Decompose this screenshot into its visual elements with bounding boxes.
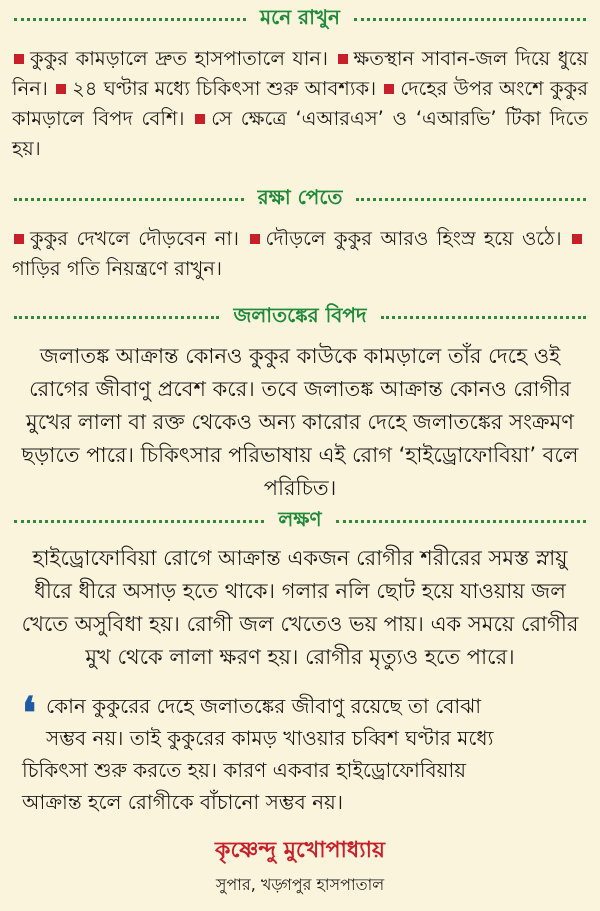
bullet-icon	[56, 84, 66, 94]
dotted-divider	[354, 18, 586, 21]
bullet-icon	[250, 234, 260, 244]
protection-list	[12, 224, 588, 284]
remember-item: দেহের উপর অংশে কুকুর কামড়ালে বিপদ বেশি।	[12, 77, 588, 130]
dotted-divider	[336, 520, 586, 523]
dotted-divider	[14, 316, 219, 319]
symptoms-paragraph: হাইড্রোফোবিয়া রোগে আক্রান্ত একজন রোগীর শরীরের সমস্ত স্নায়ু ধীরে ধীরে অসাড় হতে থাকে। গলার নলি ছোট হয়ে যাওয়ায় জল খেতে অসুবিধা হয়। রোগী জল খেতেও ভয় পায়। এক সময়ে রোগীর মুখ থেকে লালা ক্ষরণ হয়। রোগীর মৃত্যুও হতে পারে।	[21, 546, 579, 669]
bullet-icon	[572, 234, 582, 244]
dotted-divider	[381, 316, 586, 319]
remember-item: ক্ষতস্থান সাবান-জল দিয়ে ধুয়ে নিন।	[12, 47, 588, 100]
dotted-divider	[356, 198, 586, 201]
bullet-icon	[195, 114, 205, 124]
bullet-icon	[14, 234, 24, 244]
quote-line: কোন কুকুরের দেহে জলাতঙ্কের জীবাণু রয়েছে তা বোঝা	[46, 694, 482, 718]
heading-danger: জলাতঙ্কের বিপদ	[233, 302, 367, 327]
heading-symptoms: লক্ষণ	[278, 506, 322, 531]
bullet-icon	[384, 84, 394, 94]
danger-paragraph: জলাতঙ্ক আক্রান্ত কোনও কুকুর কাউকে কামড়ালে তাঁর দেহে ওই রোগের জীবাণু প্রবেশ করে। তবে জলাতঙ্ক আক্রান্ত কোনও রোগীর মুখের লালা বা রক্ত থেকেও অন্য কারোর দেহে জলাতঙ্কের সংক্রমণ ছড়াতে পারে। চিকিৎসার পরিভাষায় এই রোগ ‘হাইড্রোফোবিয়া’ বলে পরিচিত।	[21, 344, 579, 500]
section-heading-protection	[0, 184, 600, 214]
quote-line: আক্রান্ত হলে রোগীকে বাঁচানো সম্ভব নয়।	[22, 790, 343, 814]
remember-item: সে ক্ষেত্রে ‘এআরএস’ ও ‘এআরভি’ টিকা দিতে হয়।	[12, 107, 589, 160]
dotted-divider	[14, 18, 246, 21]
remember-list	[12, 44, 588, 164]
heading-remember: মনে রাখুন	[260, 4, 340, 29]
heading-protection: রক্ষা পেতে	[257, 184, 343, 209]
quote-line: চিকিৎসা শুরু করতে হয়। কারণ একবার হাইড্রোফোবিয়ায়	[22, 758, 467, 782]
protection-item: কুকুর দেখলে দৌড়বেন না।	[30, 227, 240, 250]
author-designation: সুপার, খড়্গপুর হাসপাতাল	[215, 875, 385, 894]
quote-mark-icon: ❛	[22, 688, 37, 739]
dotted-divider	[14, 198, 244, 201]
bullet-icon	[14, 54, 24, 64]
author-name: কৃষ্ণেন্দু মুখোপাধ্যায়	[215, 838, 385, 863]
section-heading-remember	[0, 4, 600, 34]
bullet-icon	[338, 54, 348, 64]
expert-quote	[22, 690, 582, 818]
remember-item: কুকুর কামড়ালে দ্রুত হাসপাতালে যান।	[30, 47, 328, 70]
protection-item: দৌড়লে কুকুর আরও হিংস্র হয়ে ওঠে।	[265, 227, 562, 250]
quote-line: সম্ভব নয়। তাই কুকুরের কামড় খাওয়ার চব্বিশ ঘণ্টার মধ্যে	[46, 726, 494, 750]
section-heading-danger	[0, 302, 600, 332]
remember-item: ২৪ ঘণ্টার মধ্যে চিকিৎসা শুরু আবশ্যক।	[72, 77, 377, 100]
dotted-divider	[14, 520, 264, 523]
protection-item: গাড়ির গতি নিয়ন্ত্রণে রাখুন।	[12, 257, 222, 280]
section-heading-symptoms	[0, 506, 600, 536]
